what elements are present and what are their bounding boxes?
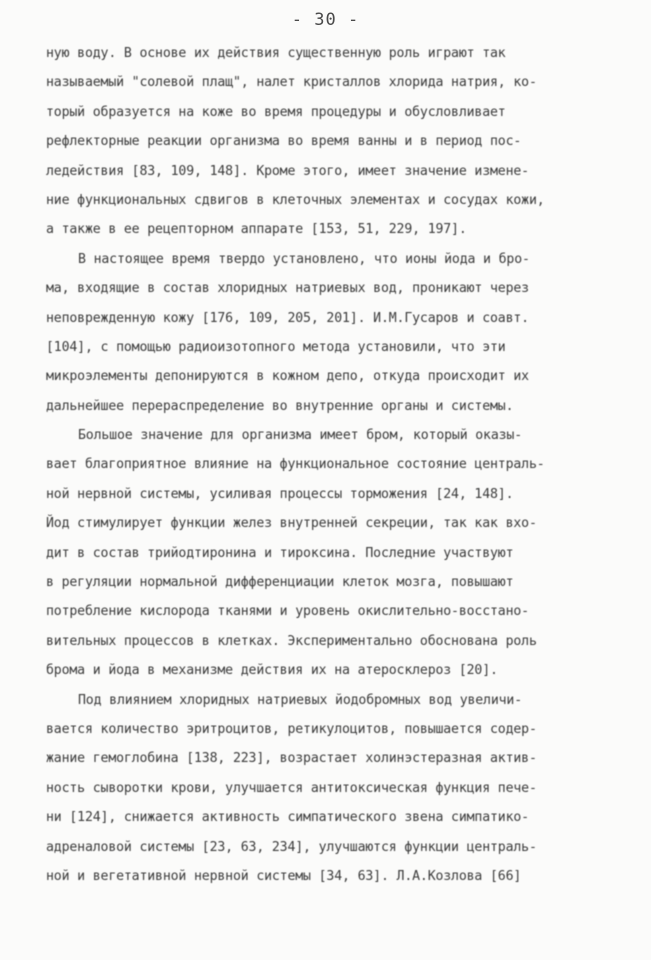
text-line: потребление кислорода тканями и уровень окислительно-восстано- <box>46 604 529 620</box>
text-line: торый образуется на коже во время процедуры и обусловливает <box>46 104 506 120</box>
text-line: ной и вегетативной нервной системы [34, 63]. Л.А.Козлова [66] <box>46 868 522 884</box>
text-line: брома и йода в механизме действия их на атеросклероз [20]. <box>46 663 498 679</box>
text-line: дальнейшее перераспределение во внутренние органы и системы. <box>46 398 514 414</box>
text-line: дит в состав трийодтиронина и тироксина. Последние участвуют <box>46 545 514 561</box>
text-line: [104], с помощью радиоизотопного метода установили, что эти <box>46 339 506 355</box>
text-line: адреналовой системы [23, 63, 234], улучшаются функции централь- <box>46 839 537 855</box>
text-line: жание гемоглобина [138, 223], возрастает холинэстеразная актив- <box>46 751 537 767</box>
page-number: - 30 - <box>291 10 360 30</box>
text-line: вается количество эритроцитов, ретикулоцитов, повышается содер- <box>46 721 537 737</box>
text-line: ние функциональных сдвигов в клеточных элементах и сосудах кожи, <box>46 192 545 208</box>
text-line: микроэлементы депонируются в кожном депо, откуда происходит их <box>46 369 529 385</box>
text-line: Большое значение для организма имеет бром, который оказы- <box>78 428 523 444</box>
text-line: В настоящее время твердо установлено, что ионы йода и бро- <box>78 251 530 267</box>
text-line: неповрежденную кожу [176, 109, 205, 201]. И.М.Гусаров и соавт. <box>46 310 529 326</box>
text-line: ной нервной системы, усиливая процессы торможения [24, 148]. <box>46 486 514 502</box>
text-line: ледействия [83, 109, 148]. Кроме этого, имеет значение измене- <box>46 163 529 179</box>
text-line: вает благоприятное влияние на функциональное состояние централь- <box>46 457 545 473</box>
text-line: ную воду. В основе их действия существенную роль играют так <box>46 46 506 61</box>
text-line: Под влиянием хлоридных натриевых йодобромных вод увеличи- <box>78 692 523 708</box>
text-line: ма, входящие в состав хлоридных натриевых вод, проникают через <box>46 281 529 297</box>
text-line: ность сыворотки крови, улучшается антитоксическая функция пече- <box>46 780 537 796</box>
text-line: а также в ее рецепторном аппарате [153, 51, 229, 197]. <box>46 222 467 238</box>
text-line: называемый "солевой плащ", налет кристаллов хлорида натрия, ко- <box>46 75 537 91</box>
text-line: Йод стимулирует функции желез внутренней секреции, так как вхо- <box>46 516 537 532</box>
text-line: рефлекторные реакции организма во время ванны и в период пос- <box>46 134 522 150</box>
text-line: вительных процессов в клетках. Экспериментально обоснована роль <box>46 633 537 649</box>
text-line: ни [124], снижается активность симпатического звена симпатико- <box>46 810 529 826</box>
text-line: в регуляции нормальной дифференциации клеток мозга, повышают <box>46 575 514 591</box>
body-text <box>46 39 606 891</box>
